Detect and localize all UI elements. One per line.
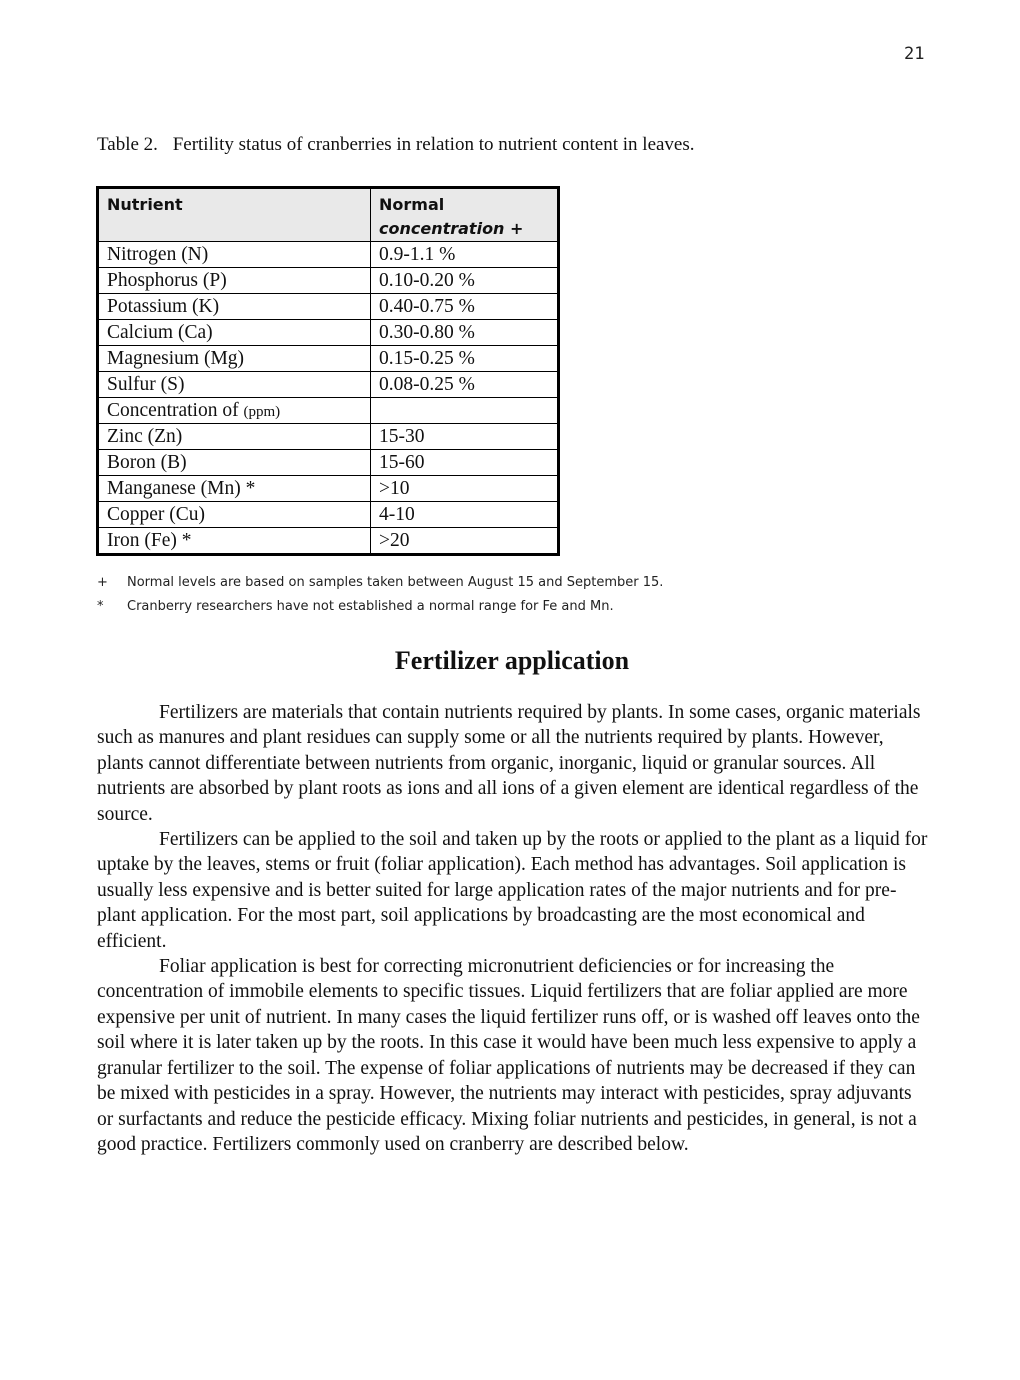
footnote-mark: +: [97, 575, 108, 590]
subheader-unit: (ppm): [243, 403, 281, 420]
table-row: [98, 346, 559, 372]
table-footnotes: [97, 574, 663, 622]
footnote-text: Normal levels are based on samples taken between August 15 and September 15.: [127, 575, 664, 590]
header-conc-mark: +: [510, 219, 524, 238]
nutrient-cell: Magnesium (Mg): [98, 346, 371, 372]
nutrient-cell: Phosphorus (P): [98, 268, 371, 294]
paragraph: Fertilizers can be applied to the soil and taken up by the roots or applied to the plant as a liquid for uptake by the leaves, stems or fruit (foliar application). Each method has advantages. Soil application is usually less expensive and is better suited for large application rates of the major nutrients and for pre-plant application. For the most part, soil applications by broadcasting are the most economical and efficient.: [97, 829, 928, 952]
value-cell: 0.40-0.75 %: [371, 294, 559, 320]
footnote: [97, 574, 663, 598]
nutrient-cell: Nitrogen (N): [98, 242, 371, 268]
section-heading: [0, 646, 1020, 676]
footnote: [97, 598, 663, 622]
table-row: [98, 320, 559, 346]
paragraph: Fertilizers are materials that contain nutrients required by plants. In some cases, organic materials such as manures and plant residues can supply some or all the nutrients required by plants. However, plants cannot differentiate between nutrients from organic, inorganic, liquid or granular sources. All nutrients are absorbed by plant roots as ions and all ions of a given element are identical regardless of the source.: [97, 702, 921, 825]
table-row: [98, 450, 559, 476]
value-cell: 0.15-0.25 %: [371, 346, 559, 372]
footnote-text: Cranberry researchers have not established a normal range for Fe and Mn.: [127, 599, 614, 614]
table-subheader-row: [98, 398, 559, 424]
header-normal-concentration: [371, 188, 559, 242]
empty-cell: [371, 398, 559, 424]
nutrient-cell: Iron (Fe) *: [98, 528, 371, 555]
nutrient-cell: Potassium (K): [98, 294, 371, 320]
nutrient-cell: Boron (B): [98, 450, 371, 476]
nutrient-cell: Sulfur (S): [98, 372, 371, 398]
value-cell: >10: [371, 476, 559, 502]
header-nutrient: Nutrient: [98, 188, 371, 242]
subheader-label: Concentration of: [107, 399, 239, 421]
nutrient-cell: Calcium (Ca): [98, 320, 371, 346]
table-caption: [97, 134, 695, 156]
value-cell: 0.10-0.20 %: [371, 268, 559, 294]
table-row: [98, 294, 559, 320]
page-number: 21: [904, 44, 925, 64]
table-row: [98, 268, 559, 294]
section-heading-text: Fertilizer application: [394, 646, 630, 675]
nutrient-cell: Manganese (Mn) *: [98, 476, 371, 502]
table-caption-text: Fertility status of cranberries in relation to nutrient content in leaves.: [172, 134, 695, 155]
header-conc-line1: Normal: [379, 195, 445, 214]
table-row: [98, 372, 559, 398]
table-row: [98, 502, 559, 528]
table-row: [98, 528, 559, 555]
table-header-row: [98, 188, 559, 242]
footnote-mark: *: [97, 599, 104, 614]
value-cell: >20: [371, 528, 559, 555]
value-cell: 0.30-0.80 %: [371, 320, 559, 346]
body-text: [97, 700, 929, 1157]
nutrient-table: [96, 186, 560, 556]
table-row: [98, 476, 559, 502]
value-cell: 0.08-0.25 %: [371, 372, 559, 398]
subheader-cell: [98, 398, 371, 424]
value-cell: 0.9-1.1 %: [371, 242, 559, 268]
value-cell: 4-10: [371, 502, 559, 528]
nutrient-cell: Copper (Cu): [98, 502, 371, 528]
table-row: [98, 424, 559, 450]
header-conc-line2: concentration: [379, 219, 505, 238]
table-row: [98, 242, 559, 268]
nutrient-cell: Zinc (Zn): [98, 424, 371, 450]
value-cell: 15-30: [371, 424, 559, 450]
value-cell: 15-60: [371, 450, 559, 476]
table-caption-number: Table 2.: [97, 134, 158, 155]
paragraph: Foliar application is best for correcting micronutrient deficiencies or for increasing the concentration of immobile elements to specific tissues. Liquid fertilizers that are foliar applied are more expensive per unit of nutrient. In many cases the liquid fertilizer runs off, or is washed off leaves onto the soil where it is later taken up by the roots. In this case it would have been much less expensive to apply a granular fertilizer to the soil. The expense of foliar applications of nutrients may be decreased if they can be mixed with pesticides in a spray. However, the nutrients may interact with pesticides, spray adjuvants or surfactants and reduce the pesticide efficacy. Mixing foliar nutrients and pesticides, in general, is not a good practice. Fertilizers commonly used on cranberry are described below.: [97, 956, 920, 1155]
